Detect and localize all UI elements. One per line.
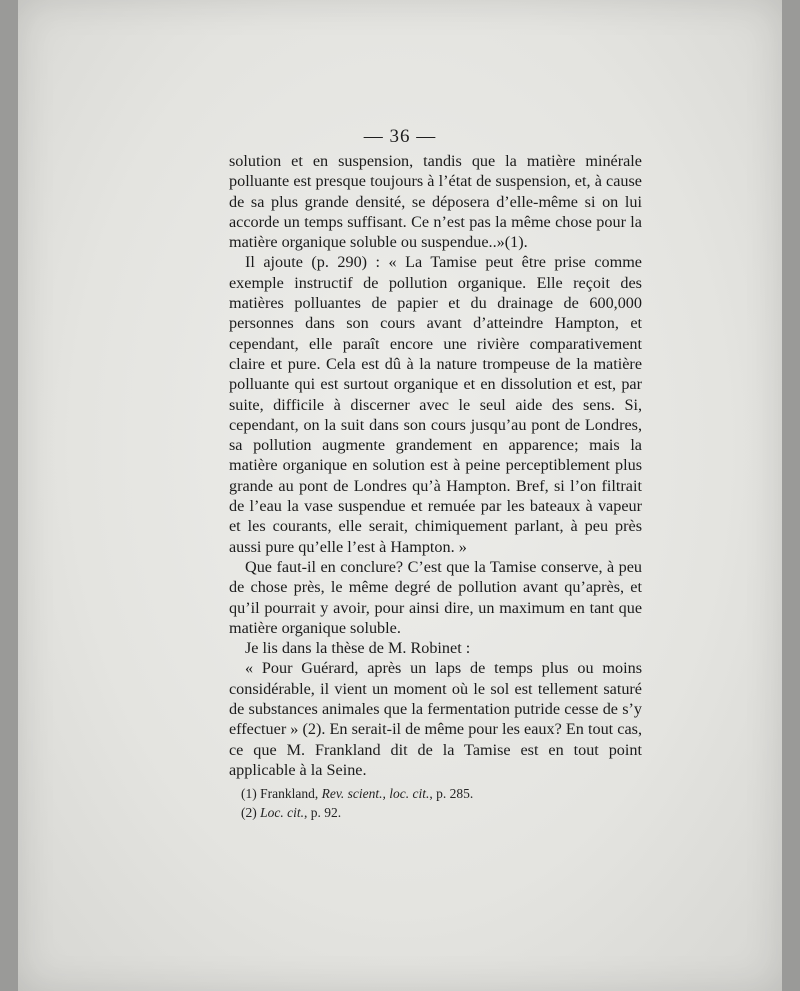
footnote-author: Frankland, xyxy=(256,786,322,801)
footnote-marker: (1) xyxy=(241,786,257,801)
footnote-source: Rev. scient., loc. cit. xyxy=(321,786,430,801)
footnote-page: , p. 285. xyxy=(429,786,474,801)
paragraph-robinet: Je lis dans la thèse de M. Robinet : xyxy=(245,639,471,658)
paragraph-conclusion: Que faut-il en conclure? C’est que la Tamise conserve, à peu de chose près, le même degré de pollution avant qu’après, et qu’il pourrait y avoir, pour ainsi dire, un maximum en tant que matière organique soluble. xyxy=(229,557,642,637)
footnote-page: , p. 92. xyxy=(304,805,342,820)
page-number: — 36 — xyxy=(363,126,437,147)
footnote-source: Loc. cit. xyxy=(260,805,304,820)
paragraph-guerard: « Pour Guérard, après un laps de temps plus ou moins considérable, il vient un moment où le sol est tellement saturé de substances animales que la fermentation putride cesse de s’y effectuer » (2). En serait-il de même pour les eaux? En tout cas, ce que M. Frankland dit de la Tamise est en tout point applicable à la Seine. xyxy=(229,659,642,779)
document-page xyxy=(18,0,782,991)
footnote-1 xyxy=(241,784,641,803)
paragraph-continuation: solution et en suspension, tandis que la matière minérale polluante est presque toujours à l’état de suspension, et, à cause de sa plus grande densité, se déposera d’elle-même si on lui accorde un temps suffisant. Ce n’est pas la même chose pour la matière organique soluble ou suspendue..»(1). xyxy=(229,152,642,252)
footnote-marker: (2) xyxy=(241,805,257,820)
paragraph-quote-thames: Il ajoute (p. 290) : « La Tamise peut être prise comme exemple instructif de pollution organique. Elle reçoit des matières polluantes de papier et du drainage de 600,000 personnes dans son cours avant d’atteindre Hampton, et cependant, elle paraît encore une rivière comparativement claire et pure. Cela est dû à la nature trompeuse de la matière polluante qui est surtout organique et en dissolution et est, par suite, difficile à discerner avec le seul aide des sens. Si, cependant, on la suit dans son cours jusqu’au pont de Londres, sa pollution augmente grandement en apparence; mais la matière organique en solution est à peine perceptiblement plus grande au pont de Londres qu’à Hampton. Bref, si l’on filtrait de l’eau la vase suspendue et remuée par les bateaux à vapeur et les courants, elle serait, chimiquement parlant, à peu près aussi pure qu’elle l’est à Hampton. » xyxy=(229,253,642,556)
footnotes xyxy=(241,784,641,822)
footnote-2 xyxy=(241,803,641,822)
body-text xyxy=(229,151,642,780)
